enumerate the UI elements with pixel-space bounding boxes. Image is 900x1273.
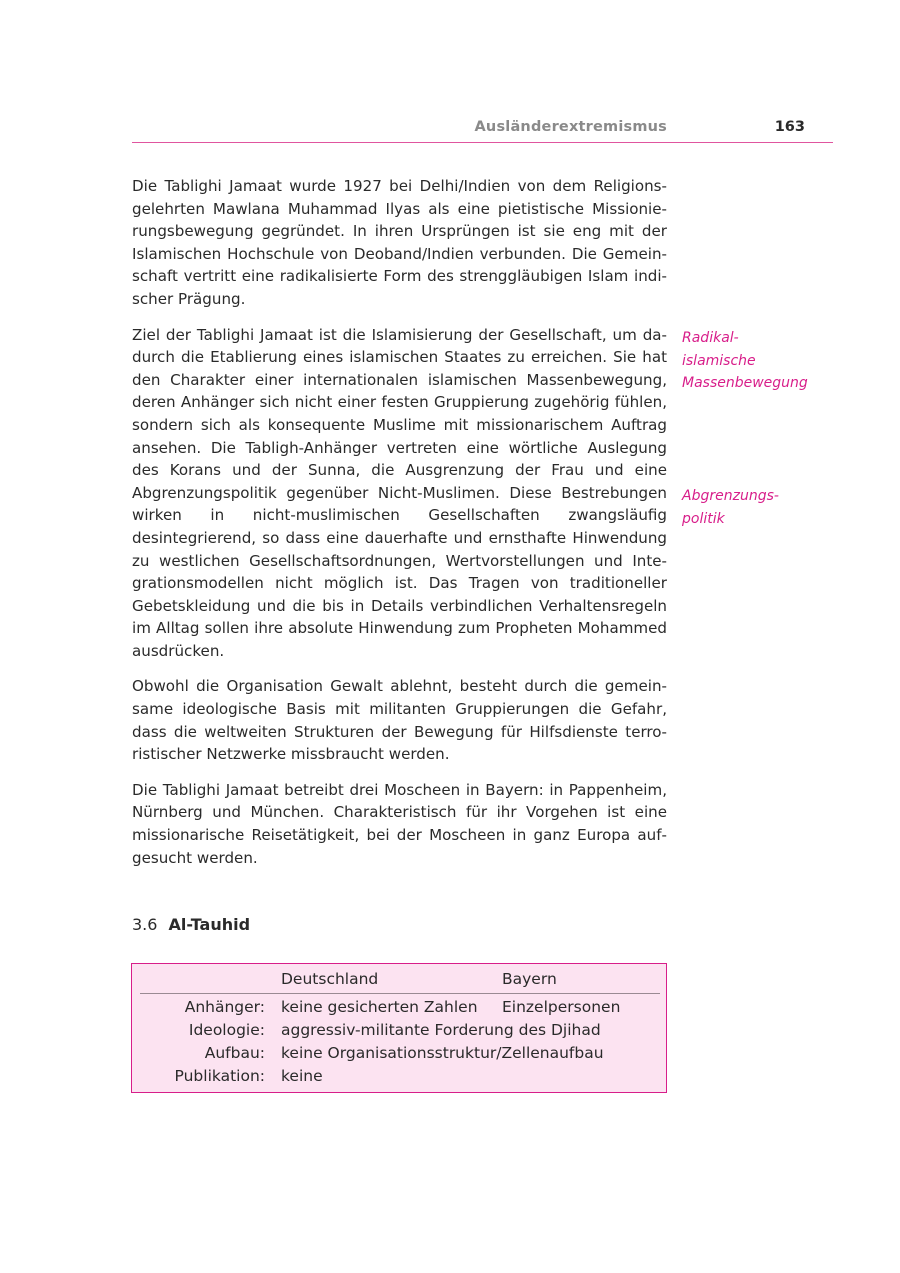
margin-note-massenbewegung: Radikal-islamische Massenbewegung [682, 330, 808, 392]
info-value-bayern: Einzelpersonen [502, 998, 621, 1016]
section-title: Al-Tauhid [168, 915, 251, 934]
column-header-deutschland: Deutschland [281, 970, 379, 988]
paragraph-origin: Die Tablighi Jamaat wurde 1927 bei Delhi/Indien von dem Religionsgelehrten Mawlana Muhammad Ilyas als eine pietistische Missionierungsbewegung gegründet. In ihren Ursprüngen ist sie eng mit der Islamischen Hochschule von Deoband/Indien verbunden. Die Gemeinschaft vertritt eine radikalisierte Form des strenggläubigen Islam indischer Prägung. [132, 177, 667, 308]
info-label: Aufbau: [204, 1044, 265, 1062]
info-row-publikation [132, 1067, 666, 1090]
info-label: Ideologie: [188, 1021, 265, 1039]
page-header [132, 118, 833, 143]
info-row-anhaenger [132, 998, 666, 1021]
paragraph-danger: Obwohl die Organisation Gewalt ablehnt, besteht durch die gemeinsame ideologische Basis mit militanten Gruppierungen die Gefahr, dass die weltweiten Strukturen der Bewegung für Hilfsdienste terroristischer Netzwerke missbraucht werden. [132, 677, 667, 764]
info-row-ideologie [132, 1021, 666, 1044]
paragraph-goals: Ziel der Tablighi Jamaat ist die Islamisierung der Gesellschaft, um dadurch die Etablierung eines islamischen Staates zu erreichen. Sie hat den Charakter einer internationalen islamischen Massenbewegung, deren Anhänger sich nicht einer festen Gruppierung zugehörig fühlen, sondern sich als konsequente Muslime mit missionarischem Auftrag ansehen. Die Tabligh-Anhänger vertreten eine wörtliche Auslegung des Korans und der Sunna, die Ausgrenzung der Frau und eine Abgrenzungspolitik gegenüber Nicht-Muslimen. Diese Bestrebungen wirken in nicht-muslimischen Gesellschaften zwangsläufig desintegrierend, so dass eine dauerhafte und ernsthafte Hinwendung zu westlichen Gesellschaftsordnungen, Wertvorstellungen und Integrationsmodellen nicht möglich ist. Das Tragen von traditioneller Gebetskleidung und die bis in Details verbindlichen Verhaltensregeln im Alltag sollen ihre absolute Hinwendung zum Propheten Mohammed ausdrücken. [132, 325, 667, 660]
section-number: 3.6 [132, 915, 158, 934]
column-header-bayern: Bayern [502, 970, 557, 988]
info-row-aufbau [132, 1044, 666, 1067]
info-label: Anhänger: [184, 998, 265, 1016]
running-title: Ausländerextremismus [474, 119, 667, 135]
info-value: aggressiv-militante Forderung des Djihad [281, 1021, 601, 1039]
info-value: keine [281, 1067, 323, 1085]
info-value: keine Organisationsstruktur/Zellenaufbau [281, 1044, 604, 1062]
margin-note-abgrenzungspolitik: Abgrenzungs- politik [682, 488, 779, 527]
paragraph-mosques: Die Tablighi Jamaat betreibt drei Moscheen in Bayern: in Pappenheim, Nürnberg und München. Charakteristisch für ihr Vorgehen ist eine missionarische Reisetätigkeit, bei der Moscheen in ganz Europa aufgesucht werden. [132, 780, 667, 867]
info-label: Publikation: [174, 1067, 265, 1085]
info-value-deutschland: keine gesicherten Zahlen [281, 998, 478, 1016]
section-heading [132, 915, 250, 934]
info-box [131, 963, 667, 1093]
page-number: 163 [774, 119, 805, 135]
info-box-header [140, 970, 660, 994]
body-text [132, 175, 667, 882]
